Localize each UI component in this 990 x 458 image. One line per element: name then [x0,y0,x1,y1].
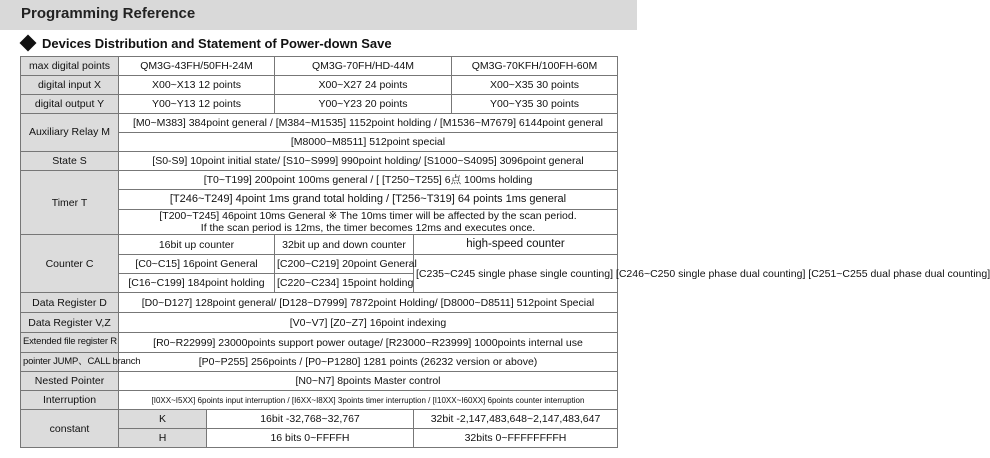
table-row-nested-pointer [21,372,618,391]
value-cell: [C16~C199] 184point holding [119,274,275,293]
value-cell: [S0-S9] 10point initial state/ [S10~S999] 990point holding/ [S1000~S4095] 3096point general [119,152,618,171]
row-label: Extended file register R [21,333,119,353]
value-cell: [T246~T249] 4point 1ms grand total holding / [T256~T319] 64 points 1ms general [119,190,618,210]
diamond-bullet-icon [20,35,37,52]
value-cell: Y00~Y23 20 points [275,95,452,114]
row-label: Auxiliary Relay M [21,114,119,152]
table-row-data-register-vz [21,313,618,333]
devices-table [20,56,990,448]
value-cell: [M0~M383] 384point general / [M384~M1535] 1152point holding / [M1536~M7679] 6144point general [119,114,618,133]
row-label: digital output Y [21,95,119,114]
value-cell: 32bit -2,147,483,648~2,147,483,647 [414,410,618,429]
table-row-extended-file [21,333,618,353]
page-title: Programming Reference [21,5,196,22]
title-bar [0,0,637,30]
value-cell: [R0~R22999] 23000points support power outage/ [R23000~R23999] 1000points internal use [119,333,618,353]
value-cell: [C0~C15] 16point General [119,255,275,274]
table-row-aux-relay [21,114,618,133]
value-cell: [C235~C245 single phase single counting] [C246~C250 single phase dual counting] [C251~C255 dual phase dual counting] [414,255,618,293]
model-cell: QM3G-70FH/HD-44M [275,57,452,76]
table-row-max-points [21,57,618,76]
row-label: State S [21,152,119,171]
value-cell: [D0~D127] 128point general/ [D128~D7999] 7872point Holding/ [D8000~D8511] 512point Special [119,293,618,313]
row-label: digital input X [21,76,119,95]
row-label: Data Register V,Z [21,313,119,333]
row-label: pointer JUMP、CALL branch [21,353,119,372]
value-cell: [P0~P255] 256points / [P0~P1280] 1281 points (26232 version or above) [119,353,618,372]
row-label: Counter C [21,235,119,293]
table-row-counter [21,235,618,255]
table-row-timer [21,171,618,190]
row-label: constant [21,410,119,448]
timer-note-line: If the scan period is 12ms, the timer becomes 12ms and executes once. [200,222,536,235]
table-row-constant-k [21,410,618,429]
section-title: Devices Distribution and Statement of Power-down Save [42,35,392,51]
counter-col-header: 32bit up and down counter [275,235,414,255]
value-cell: X00~X13 12 points [119,76,275,95]
table-row-pointer [21,353,618,372]
row-label: Interruption [21,391,119,410]
model-cell: QM3G-70KFH/100FH-60M [452,57,618,76]
value-cell: [C220~C234] 15point holding [275,274,414,293]
counter-col-header: 16bit up counter [119,235,275,255]
table-row-interruption [21,391,618,410]
table-row-state [21,152,618,171]
value-cell: X00~X27 24 points [275,76,452,95]
value-cell: X00~X35 30 points [452,76,618,95]
table-row-digital-output [21,95,618,114]
section-heading [20,33,392,53]
value-cell: [M8000~M8511] 512point special [119,133,618,152]
value-cell: 16 bits 0~FFFFH [207,429,414,448]
value-cell: [T0~T199] 200point 100ms general / [ [T250~T255] 6点 100ms holding [119,171,618,190]
value-cell: [N0~N7] 8points Master control [119,372,618,391]
sub-label: H [119,429,207,448]
table-row-data-register-d [21,293,618,313]
row-label: max digital points [21,57,119,76]
value-cell: [C200~C219] 20point General [275,255,414,274]
row-label: Data Register D [21,293,119,313]
value-cell: [I0XX~I5XX] 6points input interruption / [I6XX~I8XX] 3points timer interruption / [I10XX~I60XX] 6points counter interruption [119,391,618,410]
value-cell: [V0~V7] [Z0~Z7] 16point indexing [119,313,618,333]
value-cell: Y00~Y13 12 points [119,95,275,114]
timer-note-cell [119,210,618,235]
counter-col-header: high-speed counter [414,235,618,255]
timer-note-line: [T200~T245] 46point 10ms General ※ The 10ms timer will be affected by the scan period. [159,210,577,222]
value-cell: Y00~Y35 30 points [452,95,618,114]
row-label: Timer T [21,171,119,235]
table-row-digital-input [21,76,618,95]
value-cell: 32bits 0~FFFFFFFFH [414,429,618,448]
row-label: Nested Pointer [21,372,119,391]
sub-label: K [119,410,207,429]
model-cell: QM3G-43FH/50FH-24M [119,57,275,76]
value-cell: 16bit -32,768~32,767 [207,410,414,429]
